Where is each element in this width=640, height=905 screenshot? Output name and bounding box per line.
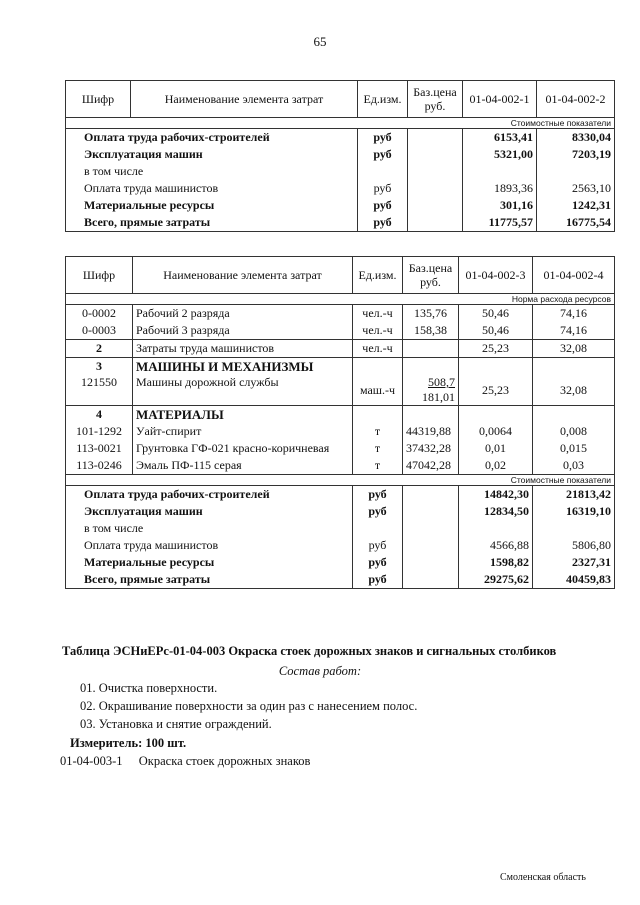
table-row: Оплата труда рабочих-строителей руб 14842,30 21813,42 — [66, 486, 615, 504]
header-code: Шифр — [66, 81, 131, 118]
table-row: Всего, прямые затраты руб 11775,57 16775,54 — [66, 214, 615, 232]
norm-label: Норма расхода ресурсов — [66, 294, 615, 305]
table-row: 0-0003 Рабочий 3 разряда чел.-ч 158,38 50,46 74,16 — [66, 322, 615, 340]
table-row: 101-1292 Уайт-спирит т 44319,88 0,0064 0,008 — [66, 423, 615, 440]
item-name: Окраска стоек дорожных знаков — [138, 754, 311, 768]
header-col1: 01-04-002-1 — [463, 81, 537, 118]
table-row: Оплата труда машинистов руб 4566,88 5806,80 — [66, 537, 615, 554]
section-label: Стоимостные показатели — [66, 118, 615, 129]
section-row: 3 МАШИНЫ И МЕХАНИЗМЫ — [66, 358, 615, 376]
work-item: 03. Установка и снятие ограждений. — [80, 717, 272, 731]
table-header — [66, 81, 615, 118]
table-row: Материальные ресурсы руб 301,16 1242,31 — [66, 197, 615, 214]
header-price: Баз.цена руб. — [408, 81, 463, 118]
header-unit: Ед.изм. — [358, 81, 408, 118]
section-row: 4 МАТЕРИАЛЫ — [66, 406, 615, 424]
table-row: Эксплуатация машин руб 12834,50 16319,10 — [66, 503, 615, 520]
header-code: Шифр — [66, 257, 133, 294]
table-row: Оплата труда рабочих-строителей руб 6153,41 8330,04 — [66, 129, 615, 147]
table-row: в том числе — [66, 520, 615, 537]
measure-unit: Измеритель: 100 шт. — [70, 736, 187, 750]
table-row: в том числе — [66, 163, 615, 180]
cost-table-1 — [65, 80, 615, 232]
header-col1: 01-04-002-3 — [459, 257, 533, 294]
header-name: Наименование элемента затрат — [133, 257, 353, 294]
table-row: 2 Затраты труда машинистов чел.-ч 25,23 32,08 — [66, 340, 615, 358]
work-item: 01. Очистка поверхности. — [80, 681, 218, 695]
header-price: Баз.цена руб. — [403, 257, 459, 294]
item-code: 01-04-003-1 — [60, 754, 123, 768]
machine-price-top: 508,7 — [428, 375, 455, 389]
table-row: Эксплуатация машин руб 5321,00 7203,19 — [66, 146, 615, 163]
cost-label: Стоимостные показатели — [66, 475, 615, 486]
resource-table-2 — [65, 256, 615, 589]
page-number: 65 — [313, 34, 327, 49]
item-line — [60, 754, 310, 769]
table-row: 113-0021 Грунтовка ГФ-021 красно-коричневая т 37432,28 0,01 0,015 — [66, 440, 615, 457]
work-composition-heading: Состав работ: — [278, 664, 362, 678]
table-row: 121550 Машины дорожной службы маш.-ч 508,7 181,01 25,23 32,08 — [66, 375, 615, 406]
table-row: Всего, прямые затраты руб 29275,62 40459,83 — [66, 571, 615, 589]
header-col2: 01-04-002-2 — [537, 81, 615, 118]
footer-region: Смоленская область — [500, 872, 586, 883]
table-row: Материальные ресурсы руб 1598,82 2327,31 — [66, 554, 615, 571]
table-title: Таблица ЭСНиЕРс-01-04-003 Окраска стоек дорожных знаков и сигнальных столбиков — [62, 644, 557, 658]
table-row: Оплата труда машинистов руб 1893,36 2563,10 — [66, 180, 615, 197]
header-unit: Ед.изм. — [353, 257, 403, 294]
header-name: Наименование элемента затрат — [131, 81, 358, 118]
work-item: 02. Окрашивание поверхности за один раз с нанесением полос. — [80, 699, 418, 713]
machine-price-bottom: 181,01 — [422, 390, 455, 404]
header-col2: 01-04-002-4 — [533, 257, 615, 294]
table-header — [66, 257, 615, 294]
table-row: 0-0002 Рабочий 2 разряда чел.-ч 135,76 50,46 74,16 — [66, 305, 615, 323]
table-row: 113-0246 Эмаль ПФ-115 серая т 47042,28 0,02 0,03 — [66, 457, 615, 475]
